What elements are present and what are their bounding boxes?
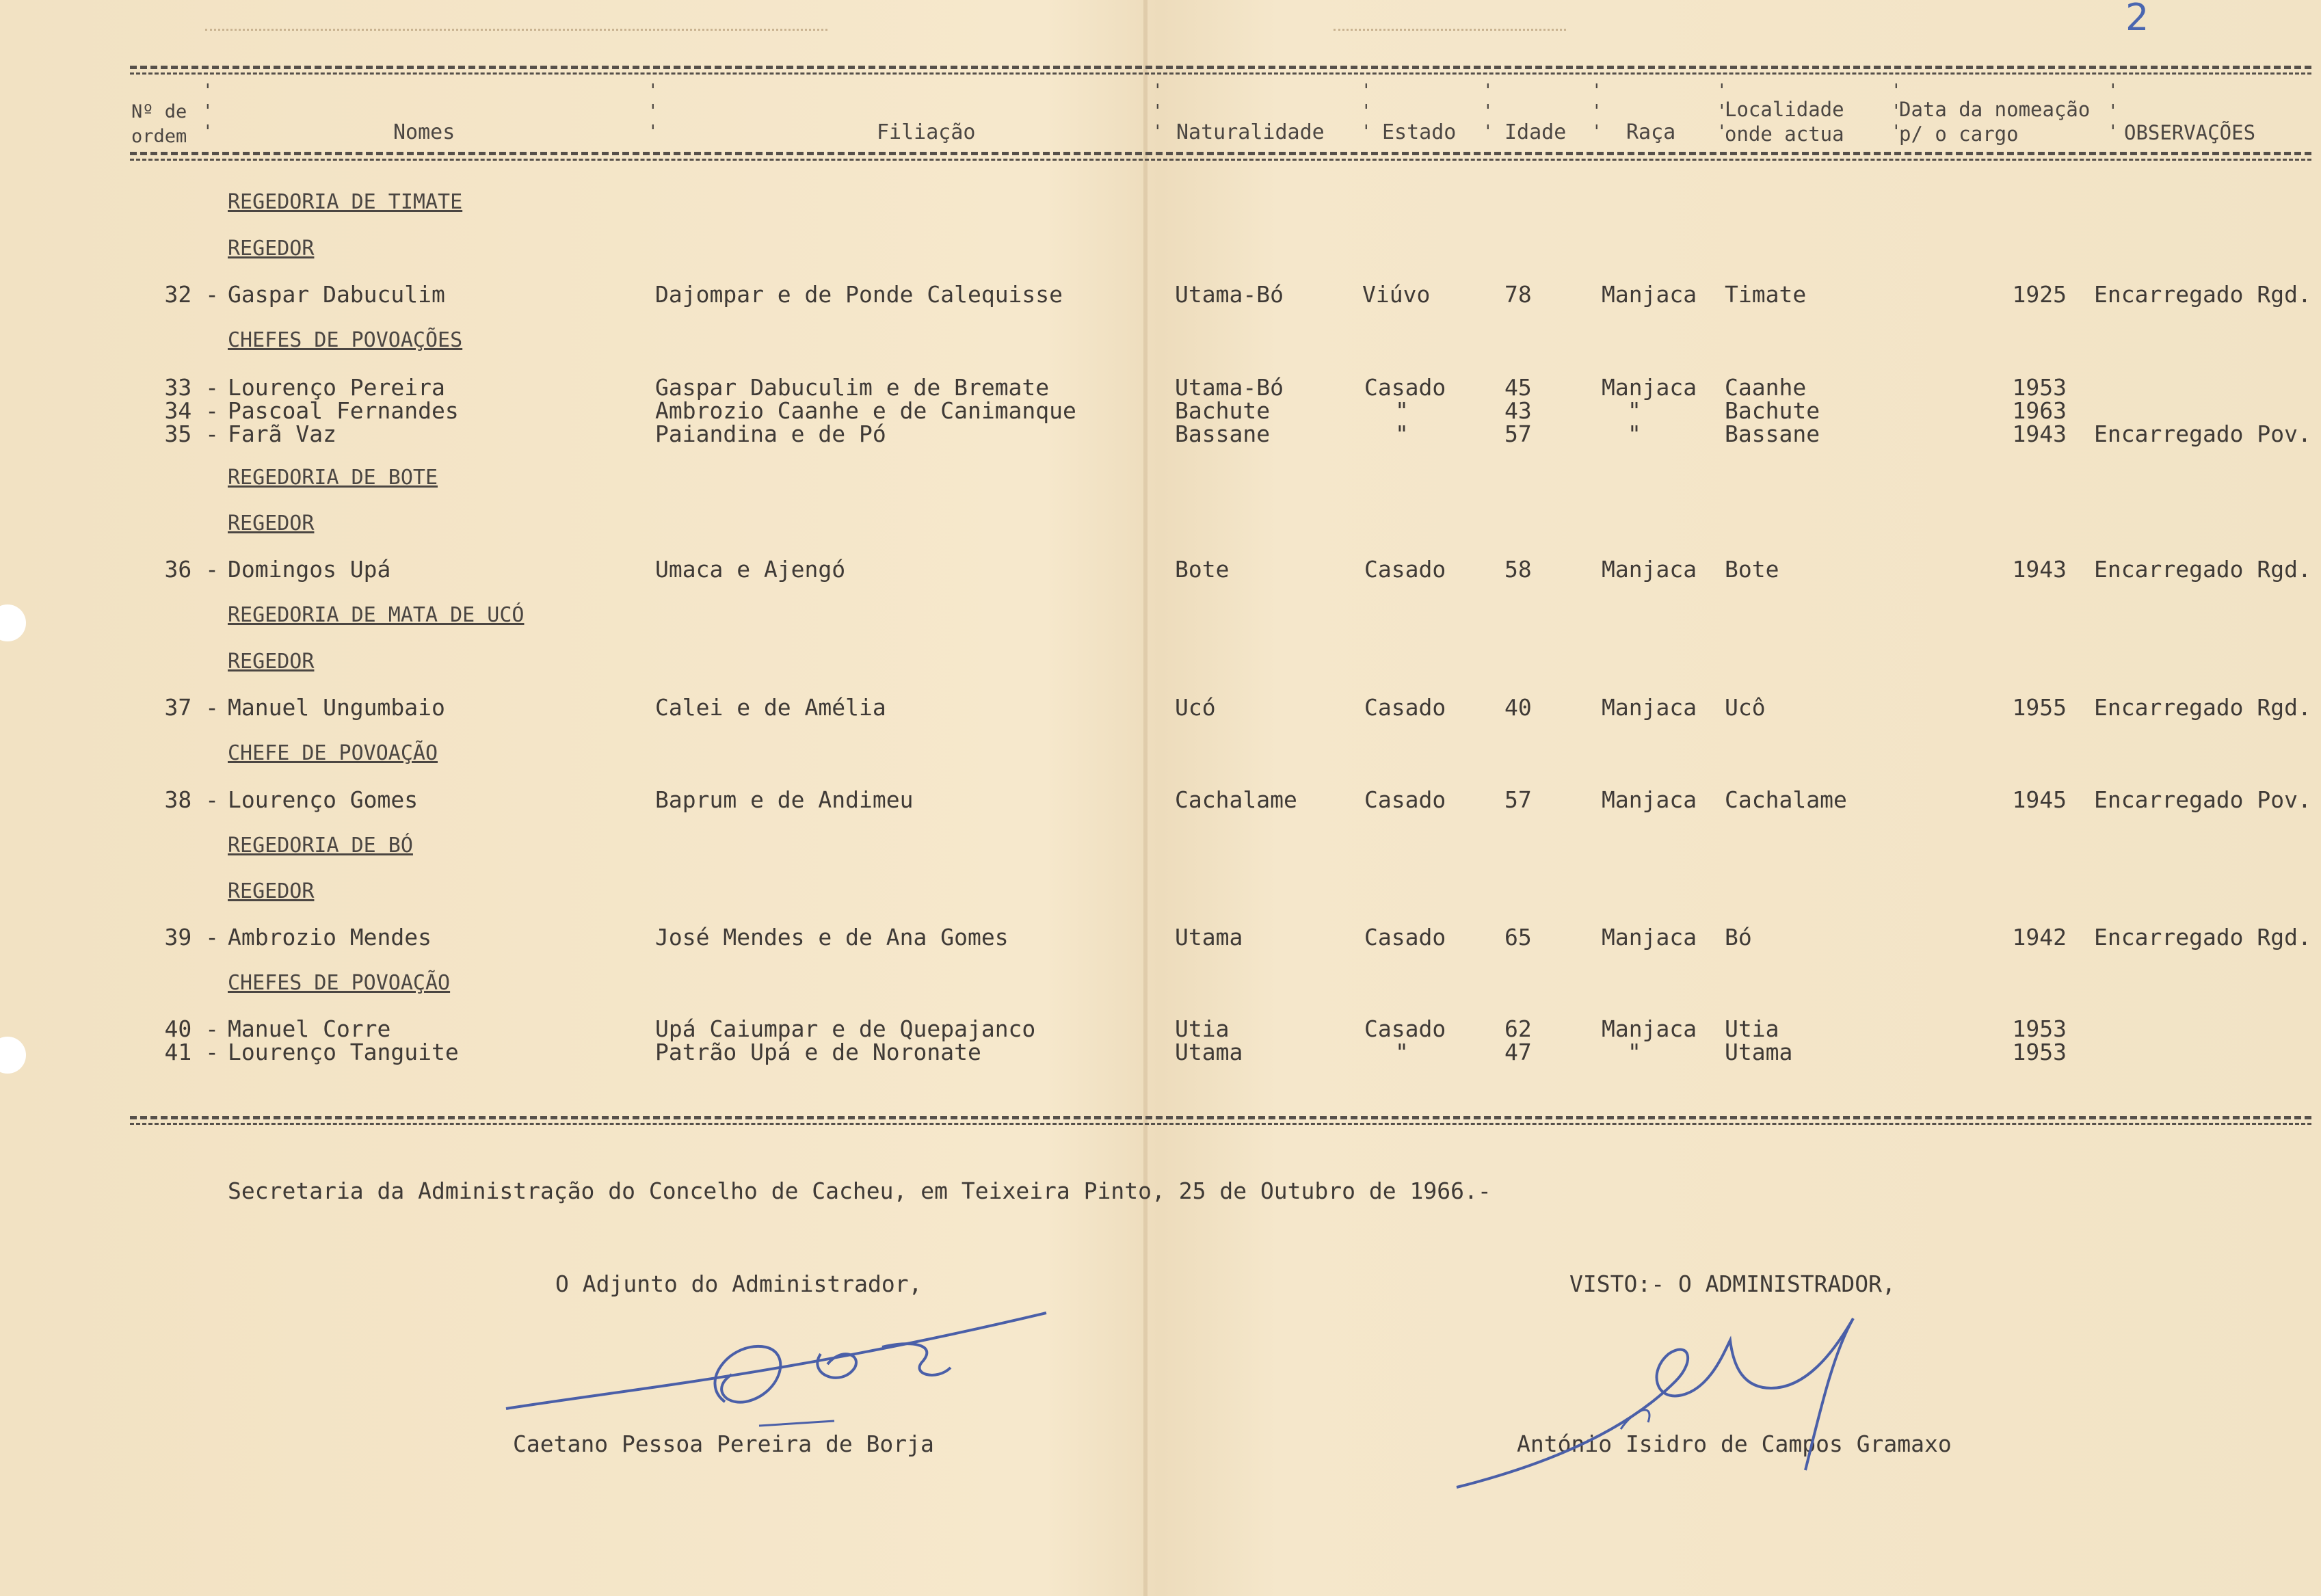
punch-hole: [0, 1037, 26, 1074]
cell-filiacao: Paiandina e de Pó: [655, 421, 886, 447]
row-number: 34 -: [164, 397, 219, 424]
header-naturalidade: Naturalidade: [1176, 120, 1325, 144]
table-bottom-rule: [130, 1116, 2311, 1119]
cell-filiacao: Ambrozio Caanhe e de Canimanque: [655, 397, 1076, 424]
cell-observacoes: Encarregado Rgd.: [2094, 556, 2311, 583]
section-heading: REGEDOR: [228, 879, 315, 903]
cell-data: 1925: [2012, 281, 2067, 308]
cell-raca: Manjaca: [1602, 556, 1697, 583]
cell-filiacao: Gaspar Dabuculim e de Bremate: [655, 374, 1050, 401]
column-separator: ' ' ': [648, 81, 659, 142]
column-separator: ' ' ': [1891, 81, 1902, 142]
signature-stroke: [1457, 1318, 1853, 1487]
cell-nome: Manuel Corre: [228, 1015, 391, 1042]
cell-data: 1945: [2012, 786, 2067, 813]
page-fold: [1143, 0, 1148, 1596]
cell-estado: Casado: [1364, 556, 1446, 583]
cell-data: 1955: [2012, 694, 2067, 721]
cell-idade: 45: [1504, 374, 1532, 401]
section-heading: CHEFES DE POVOAÇÃO: [228, 971, 451, 995]
cell-naturalidade: Bassane: [1175, 421, 1271, 447]
cell-idade: 40: [1504, 694, 1532, 721]
cell-data: 1943: [2012, 421, 2067, 447]
row-number: 41 -: [164, 1039, 219, 1065]
cell-naturalidade: Utia: [1175, 1015, 1230, 1042]
cell-localidade: Cachalame: [1725, 786, 1847, 813]
cell-idade: 65: [1504, 924, 1532, 950]
cell-nome: Lourenço Gomes: [228, 786, 419, 813]
column-separator: ' ' ': [1361, 81, 1372, 142]
cell-filiacao: Calei e de Amélia: [655, 694, 886, 721]
cell-idade: 78: [1504, 281, 1532, 308]
cell-naturalidade: Utama: [1175, 924, 1243, 950]
column-separator: ' ' ': [1483, 81, 1494, 142]
section-heading: REGEDOR: [228, 237, 315, 261]
section-heading: CHEFES DE POVOAÇÕES: [228, 328, 463, 352]
section-heading: CHEFE DE POVOAÇÃO: [228, 741, 438, 765]
cell-nome: Lourenço Pereira: [228, 374, 445, 401]
cell-localidade: Bó: [1725, 924, 1752, 950]
dotted-line: [1334, 19, 1566, 31]
header-num: Nº de ordem: [131, 101, 187, 147]
cell-naturalidade: Utama-Bó: [1175, 374, 1284, 401]
cell-idade: 47: [1504, 1039, 1532, 1065]
cell-idade: 43: [1504, 397, 1532, 424]
cell-nome: Domingos Upá: [228, 556, 391, 583]
signature-stroke: [759, 1421, 834, 1426]
cell-raca: ": [1628, 1039, 1641, 1065]
cell-observacoes: Encarregado Rgd.: [2094, 694, 2311, 721]
row-number: 36 -: [164, 556, 219, 583]
header-filiacao: Filiação: [877, 120, 976, 144]
cell-estado: Casado: [1364, 1015, 1446, 1042]
signature-stroke: [506, 1313, 1046, 1409]
cell-nome: Farã Vaz: [228, 421, 336, 447]
row-number: 40 -: [164, 1015, 219, 1042]
table-bottom-rule: [130, 1123, 2311, 1125]
cell-data: 1953: [2012, 374, 2067, 401]
cell-data: 1953: [2012, 1015, 2067, 1042]
cell-estado: ": [1395, 421, 1409, 447]
header-nomes: Nomes: [393, 120, 455, 144]
cell-estado: Casado: [1364, 924, 1446, 950]
cell-estado: Casado: [1364, 786, 1446, 813]
cell-nome: Pascoal Fernandes: [228, 397, 459, 424]
cell-naturalidade: Utama-Bó: [1175, 281, 1284, 308]
location-date: Secretaria da Administração do Concelho de Cacheu, em Teixeira Pinto, 25 de Outubro de 1966.-: [228, 1178, 1491, 1204]
header-rule-top: [130, 66, 2311, 69]
cell-raca: Manjaca: [1602, 924, 1697, 950]
section-heading: REGEDORIA DE BÓ: [228, 834, 413, 857]
cell-estado: Viúvo: [1362, 281, 1431, 308]
dotted-line: [205, 19, 827, 31]
signature-stroke: [882, 1344, 951, 1375]
punch-hole: [0, 604, 26, 641]
adjunto-signature: [499, 1299, 1060, 1436]
column-separator: ' ' ': [1591, 81, 1602, 142]
row-number: 38 -: [164, 786, 219, 813]
header-estado: Estado: [1382, 120, 1457, 144]
row-number: 33 -: [164, 374, 219, 401]
cell-nome: Lourenço Tanguite: [228, 1039, 459, 1065]
cell-raca: ": [1628, 397, 1641, 424]
row-number: 32 -: [164, 281, 219, 308]
section-heading: REGEDOR: [228, 650, 315, 674]
cell-localidade: Bote: [1725, 556, 1779, 583]
page-number: 2: [2125, 0, 2149, 39]
administrador-name: António Isidro de Campos Gramaxo: [1517, 1431, 1952, 1457]
section-heading: REGEDORIA DE BOTE: [228, 466, 438, 490]
column-separator: ' ' ': [202, 81, 213, 142]
section-heading: REGEDOR: [228, 511, 315, 535]
cell-observacoes: Encarregado Rgd.: [2094, 924, 2311, 950]
cell-observacoes: Encarregado Pov.: [2094, 786, 2311, 813]
administrador-title: VISTO:- O ADMINISTRADOR,: [1569, 1271, 1896, 1297]
cell-localidade: Utia: [1725, 1015, 1779, 1042]
cell-localidade: Bassane: [1725, 421, 1820, 447]
cell-data: 1963: [2012, 397, 2067, 424]
cell-raca: Manjaca: [1602, 786, 1697, 813]
cell-filiacao: Patrão Upá e de Noronate: [655, 1039, 981, 1065]
row-number: 39 -: [164, 924, 219, 950]
header-raca: Raça: [1626, 120, 1676, 144]
adjunto-name: Caetano Pessoa Pereira de Borja: [513, 1431, 934, 1457]
cell-idade: 62: [1504, 1015, 1532, 1042]
cell-localidade: Utama: [1725, 1039, 1793, 1065]
cell-nome: Gaspar Dabuculim: [228, 281, 445, 308]
cell-estado: ": [1395, 397, 1409, 424]
cell-observacoes: Encarregado Rgd.: [2094, 281, 2311, 308]
cell-idade: 58: [1504, 556, 1532, 583]
cell-naturalidade: Ucó: [1175, 694, 1216, 721]
administrador-signature: [1450, 1313, 1887, 1498]
cell-nome: Manuel Ungumbaio: [228, 694, 445, 721]
cell-naturalidade: Bote: [1175, 556, 1230, 583]
header-observacoes: OBSERVAÇÕES: [2124, 121, 2256, 144]
cell-data: 1953: [2012, 1039, 2067, 1065]
cell-filiacao: Umaca e Ajengó: [655, 556, 846, 583]
header-localidade: Localidade onde actua: [1725, 98, 1844, 146]
cell-estado: ": [1395, 1039, 1409, 1065]
header-data: Data da nomeação p/ o cargo: [1899, 98, 2091, 146]
column-separator: ' ' ': [1152, 81, 1163, 142]
column-separator: ' ' ': [2108, 81, 2119, 142]
section-heading: REGEDORIA DE MATA DE UCÓ: [228, 603, 525, 627]
cell-raca: Manjaca: [1602, 694, 1697, 721]
row-number: 37 -: [164, 694, 219, 721]
cell-raca: ": [1628, 421, 1641, 447]
cell-observacoes: Encarregado Pov.: [2094, 421, 2311, 447]
cell-idade: 57: [1504, 786, 1532, 813]
cell-filiacao: Upá Caiumpar e de Quepajanco: [655, 1015, 1036, 1042]
cell-localidade: Caanhe: [1725, 374, 1807, 401]
cell-estado: Casado: [1364, 374, 1446, 401]
header-idade: Idade: [1504, 120, 1567, 144]
cell-raca: Manjaca: [1602, 281, 1697, 308]
cell-estado: Casado: [1364, 694, 1446, 721]
cell-idade: 57: [1504, 421, 1532, 447]
cell-localidade: Ucô: [1725, 694, 1766, 721]
cell-naturalidade: Utama: [1175, 1039, 1243, 1065]
cell-filiacao: Baprum e de Andimeu: [655, 786, 914, 813]
cell-localidade: Timate: [1725, 281, 1807, 308]
row-number: 35 -: [164, 421, 219, 447]
cell-filiacao: Dajompar e de Ponde Calequisse: [655, 281, 1063, 308]
cell-raca: Manjaca: [1602, 374, 1697, 401]
signature-stroke: [817, 1354, 856, 1378]
signature-stroke: [715, 1346, 780, 1402]
cell-naturalidade: Cachalame: [1175, 786, 1297, 813]
cell-localidade: Bachute: [1725, 397, 1820, 424]
cell-data: 1942: [2012, 924, 2067, 950]
column-separator: ' ' ': [1716, 81, 1727, 142]
header-rule-bottom: [130, 152, 2311, 155]
cell-naturalidade: Bachute: [1175, 397, 1271, 424]
cell-nome: Ambrozio Mendes: [228, 924, 432, 950]
header-rule-top: [130, 72, 2311, 75]
cell-data: 1943: [2012, 556, 2067, 583]
adjunto-title: O Adjunto do Administrador,: [555, 1271, 923, 1297]
cell-raca: Manjaca: [1602, 1015, 1697, 1042]
section-heading: REGEDORIA DE TIMATE: [228, 190, 463, 214]
header-rule-bottom: [130, 159, 2311, 161]
cell-filiacao: José Mendes e de Ana Gomes: [655, 924, 1009, 950]
